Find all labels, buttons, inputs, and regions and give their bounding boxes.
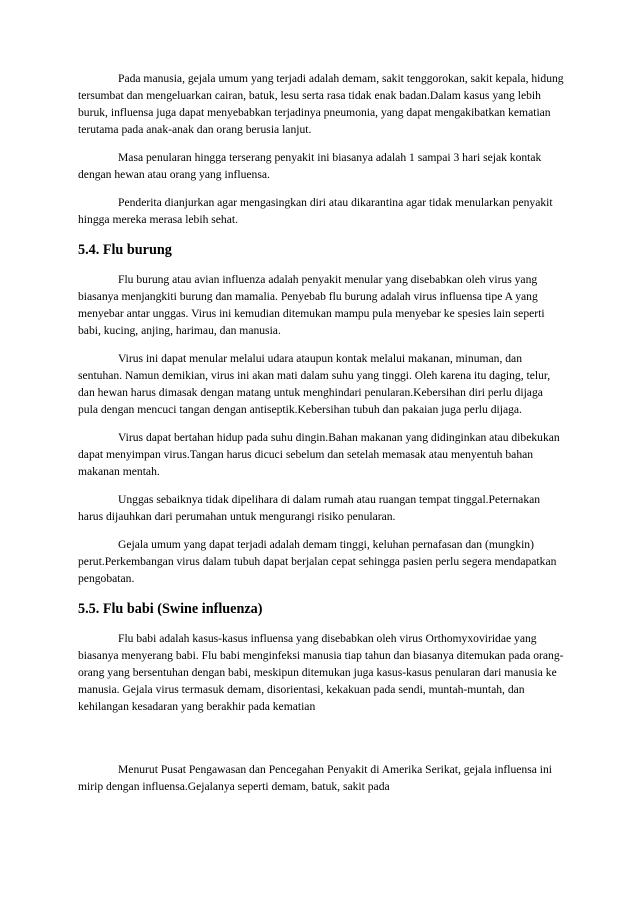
paragraph-avian-symptoms: Gejala umum yang dapat terjadi adalah demam tinggi, keluhan pernafasan dan (mungkin) perut.Perkembangan virus dalam tubuh dapat berjalan cepat sehingga pasien perlu segera mendapatkan pengobatan.: [78, 538, 557, 585]
paragraph-transmission-period: Masa penularan hingga terserang penyakit ini biasanya adalah 1 sampai 3 hari sejak kontak dengan hewan atau orang yang influensa.: [78, 151, 542, 181]
paragraph-swine-definition: Flu babi adalah kasus-kasus influensa yang disebabkan oleh virus Orthomyxoviridae yang biasanya menyerang babi. Flu babi menginfeksi manusia tiap tahun dan biasanya ditemukan pada orang-orang yang bersentuhan dengan babi, meskipun ditemukan juga kasus-kasus penularan dari manusia ke manusia. Gejala virus termasuk demam, disorientasi, kekakuan pada sendi, muntah-muntah, dan kehilangan kesadaran yang berakhir pada kematian: [78, 632, 564, 713]
paragraph-avian-definition: Flu burung atau avian influenza adalah penyakit menular yang disebabkan oleh virus yang biasanya menjangkiti burung dan mamalia. Penyebab flu burung adalah virus influensa tipe A yang menyebar antar unggas. Virus ini kemudian ditemukan mampu pula menyebar ke spesies lain seperti babi, kucing, anjing, harimau, dan manusia.: [78, 273, 545, 337]
heading-flu-babi: 5.5. Flu babi (Swine influenza): [78, 601, 263, 617]
paragraph-quarantine: Penderita dianjurkan agar mengasingkan diri atau dikarantina agar tidak menularkan penyakit hingga mereka merasa lebih sehat.: [78, 196, 553, 226]
document-page: [78, 70, 564, 795]
paragraph-avian-cold-survival: Virus dapat bertahan hidup pada suhu dingin.Bahan makanan yang didinginkan atau dibekukan dapat menyimpan virus.Tangan harus dicuci sebelum dan setelah memasak atau menyentuh bahan makanan mentah.: [78, 431, 560, 478]
paragraph-cdc-symptoms: Menurut Pusat Pengawasan dan Pencegahan Penyakit di Amerika Serikat, gejala influensa ini mirip dengan influensa.Gejalanya seperti demam, batuk, sakit pada: [78, 763, 553, 793]
paragraph-poultry-housing: Unggas sebaiknya tidak dipelihara di dalam rumah atau ruangan tempat tinggal.Peternakan harus dijauhkan dari perumahan untuk mengurangi risiko penularan.: [78, 493, 541, 523]
paragraph-avian-transmission: Virus ini dapat menular melalui udara ataupun kontak melalui makanan, minuman, dan sentuhan. Namun demikian, virus ini akan mati dalam suhu yang tinggi. Oleh karena itu daging, telur, dan hewan harus dimasak dengan matang untuk menghindari penularan.Kebersihan diri perlu dijaga pula dengan mencuci tangan dengan antiseptik.Kebersihan tubuh dan pakaian juga perlu dijaga.: [78, 352, 551, 416]
paragraph-symptoms-human: Pada manusia, gejala umum yang terjadi adalah demam, sakit tenggorokan, sakit kepala, hidung tersumbat dan mengeluarkan cairan, batuk, lesu serta rasa tidak enak badan.Dalam kasus yang lebih buruk, influensa juga dapat menyebabkan terjadinya pneumonia, yang dapat mengakibatkan kematian terutama pada anak-anak dan orang berusia lanjut.: [78, 72, 564, 136]
heading-flu-burung: 5.4. Flu burung: [78, 242, 172, 258]
